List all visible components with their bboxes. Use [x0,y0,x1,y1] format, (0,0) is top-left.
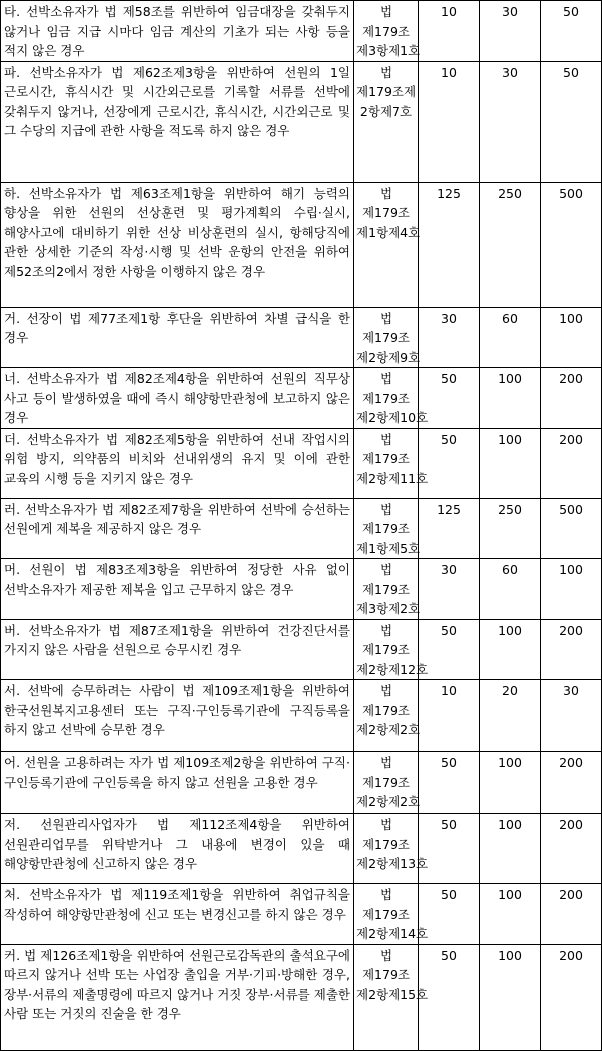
table-row [1,619,602,680]
legal-basis: 법 제179조 제2항제10호 [354,368,419,429]
legal-basis: 법 제179조제 2항제7호 [354,61,419,182]
fine-first-violation: 10 [419,61,480,182]
fine-first-violation: 125 [419,182,480,307]
legal-basis: 법 제179조 제2항제2호 [354,680,419,752]
fine-third-violation: 200 [541,752,602,814]
fine-second-violation: 100 [480,884,541,945]
fine-second-violation: 100 [480,428,541,498]
fine-third-violation: 50 [541,61,602,182]
fine-third-violation: 50 [541,1,602,62]
table-row [1,559,602,620]
legal-basis: 법 제179조 제2항제2호 [354,752,419,814]
fine-first-violation: 125 [419,498,480,559]
fine-first-violation: 50 [419,884,480,945]
violation-description: 어. 선원을 고용하려는 자가 법 제109조제2항을 위반하여 구직·구인등록기관에 구인등록을 하지 않고 선원을 고용한 경우 [1,752,354,814]
legal-basis: 법 제179조 제3항제2호 [354,559,419,620]
fine-first-violation: 30 [419,307,480,368]
table-row [1,680,602,752]
fine-third-violation: 200 [541,428,602,498]
violation-description: 처. 선박소유자가 법 제119조제1항을 위반하여 취업규칙을 작성하여 해양항만관청에 신고 또는 변경신고를 하지 않은 경우 [1,884,354,945]
fine-third-violation: 200 [541,619,602,680]
fine-second-violation: 250 [480,498,541,559]
fine-second-violation: 30 [480,1,541,62]
table-row [1,1,602,62]
table-row [1,182,602,307]
legal-basis: 법 제179조 제3항제1호 [354,1,419,62]
legal-basis: 법 제179조 제2항제9호 [354,307,419,368]
legal-basis: 법 제179조 제2항제13호 [354,814,419,884]
fine-third-violation: 500 [541,182,602,307]
fine-third-violation: 200 [541,814,602,884]
fine-first-violation: 10 [419,680,480,752]
legal-basis: 법 제179조 제1항제4호 [354,182,419,307]
violation-description: 거. 선장이 법 제77조제1항 후단을 위반하여 차별 급식을 한 경우 [1,307,354,368]
fine-first-violation: 50 [419,814,480,884]
table-row [1,884,602,945]
table-row [1,814,602,884]
violation-description: 더. 선박소유자가 법 제82조제5항을 위반하여 선내 작업시의 위험 방지, 의약품의 비치와 선내위생의 유지 및 이에 관한 교육의 시행 등을 지키지 않은 경우 [1,428,354,498]
fine-first-violation: 10 [419,1,480,62]
fine-second-violation: 30 [480,61,541,182]
fine-third-violation: 30 [541,680,602,752]
fine-first-violation: 50 [419,944,480,1050]
legal-basis: 법 제179조 제2항제12호 [354,619,419,680]
fine-first-violation: 50 [419,619,480,680]
fine-second-violation: 20 [480,680,541,752]
table-row [1,428,602,498]
fine-first-violation: 30 [419,559,480,620]
fine-first-violation: 50 [419,368,480,429]
legal-basis: 법 제179조 제2항제11호 [354,428,419,498]
fine-second-violation: 100 [480,619,541,680]
fine-first-violation: 50 [419,752,480,814]
fine-third-violation: 100 [541,559,602,620]
fine-third-violation: 500 [541,498,602,559]
fine-first-violation: 50 [419,428,480,498]
table-row [1,498,602,559]
legal-basis: 법 제179조 제1항제5호 [354,498,419,559]
violation-description: 서. 선박에 승무하려는 사람이 법 제109조제1항을 위반하여 한국선원복지고용센터 또는 구직·구인등록기관에 구직등록을 하지 않고 선박에 승무한 경우 [1,680,354,752]
fine-third-violation: 200 [541,884,602,945]
legal-basis: 법 제179조 제2항제14호 [354,884,419,945]
violation-description: 타. 선박소유자가 법 제58조를 위반하여 임금대장을 갖춰두지 않거나 임금 지급 시마다 임금 계산의 기초가 되는 사항 등을 적지 않은 경우 [1,1,354,62]
fine-second-violation: 60 [480,307,541,368]
fine-second-violation: 100 [480,368,541,429]
table-row [1,61,602,182]
fine-second-violation: 100 [480,814,541,884]
violation-description: 너. 선박소유자가 법 제82조제4항을 위반하여 선원의 직무상 사고 등이 발생하였을 때에 즉시 해양항만관청에 보고하지 않은 경우 [1,368,354,429]
violation-description: 파. 선박소유자가 법 제62조제3항을 위반하여 선원의 1일 근로시간, 휴식시간 및 시간외근로를 기록할 서류를 선박에 갖춰두지 않거나, 선장에게 근로시간, 휴식시간, 시간외근로 및 그 수당의 지급에 관한 사항을 적도록 하지 않은 경우 [1,61,354,182]
fine-second-violation: 60 [480,559,541,620]
legal-basis: 법 제179조 제2항제15호 [354,944,419,1050]
table-row [1,368,602,429]
violation-description: 저. 선원관리사업자가 법 제112조제4항을 위반하여 선원관리업무를 위탁받거나 그 내용에 변경이 있을 때 해양항만관청에 신고하지 않은 경우 [1,814,354,884]
violation-description: 버. 선박소유자가 법 제87조제1항을 위반하여 건강진단서를 가지지 않은 사람을 선원으로 승무시킨 경우 [1,619,354,680]
fine-second-violation: 100 [480,752,541,814]
violation-description: 러. 선박소유자가 법 제82조제7항을 위반하여 선박에 승선하는 선원에게 제복을 제공하지 않은 경우 [1,498,354,559]
fine-third-violation: 200 [541,368,602,429]
table-row [1,752,602,814]
table-row [1,307,602,368]
table-row [1,944,602,1050]
violation-description: 하. 선박소유자가 법 제63조제1항을 위반하여 해기 능력의 향상을 위한 선원의 선상훈련 및 평가계획의 수립·실시, 해양사고에 대비하기 위한 선상 비상훈련의 실시, 항해당직에 관한 상세한 기준의 작성·시행 및 선박 운항의 안전을 위하여 제52조의2에서 정한 사항을 이행하지 않은 경우 [1,182,354,307]
violation-description: 머. 선원이 법 제83조제3항을 위반하여 정당한 사유 없이 선박소유자가 제공한 제복을 입고 근무하지 않은 경우 [1,559,354,620]
fine-third-violation: 200 [541,944,602,1050]
fine-third-violation: 100 [541,307,602,368]
fine-second-violation: 250 [480,182,541,307]
violation-description: 커. 법 제126조제1항을 위반하여 선원근로감독관의 출석요구에 따르지 않거나 선박 또는 사업장 출입을 거부·기피·방해한 경우, 장부·서류의 제출명령에 따르지 않거나 거짓 장부·서류를 제출한 사람 또는 거짓의 진술을 한 경우 [1,944,354,1050]
fine-second-violation: 100 [480,944,541,1050]
